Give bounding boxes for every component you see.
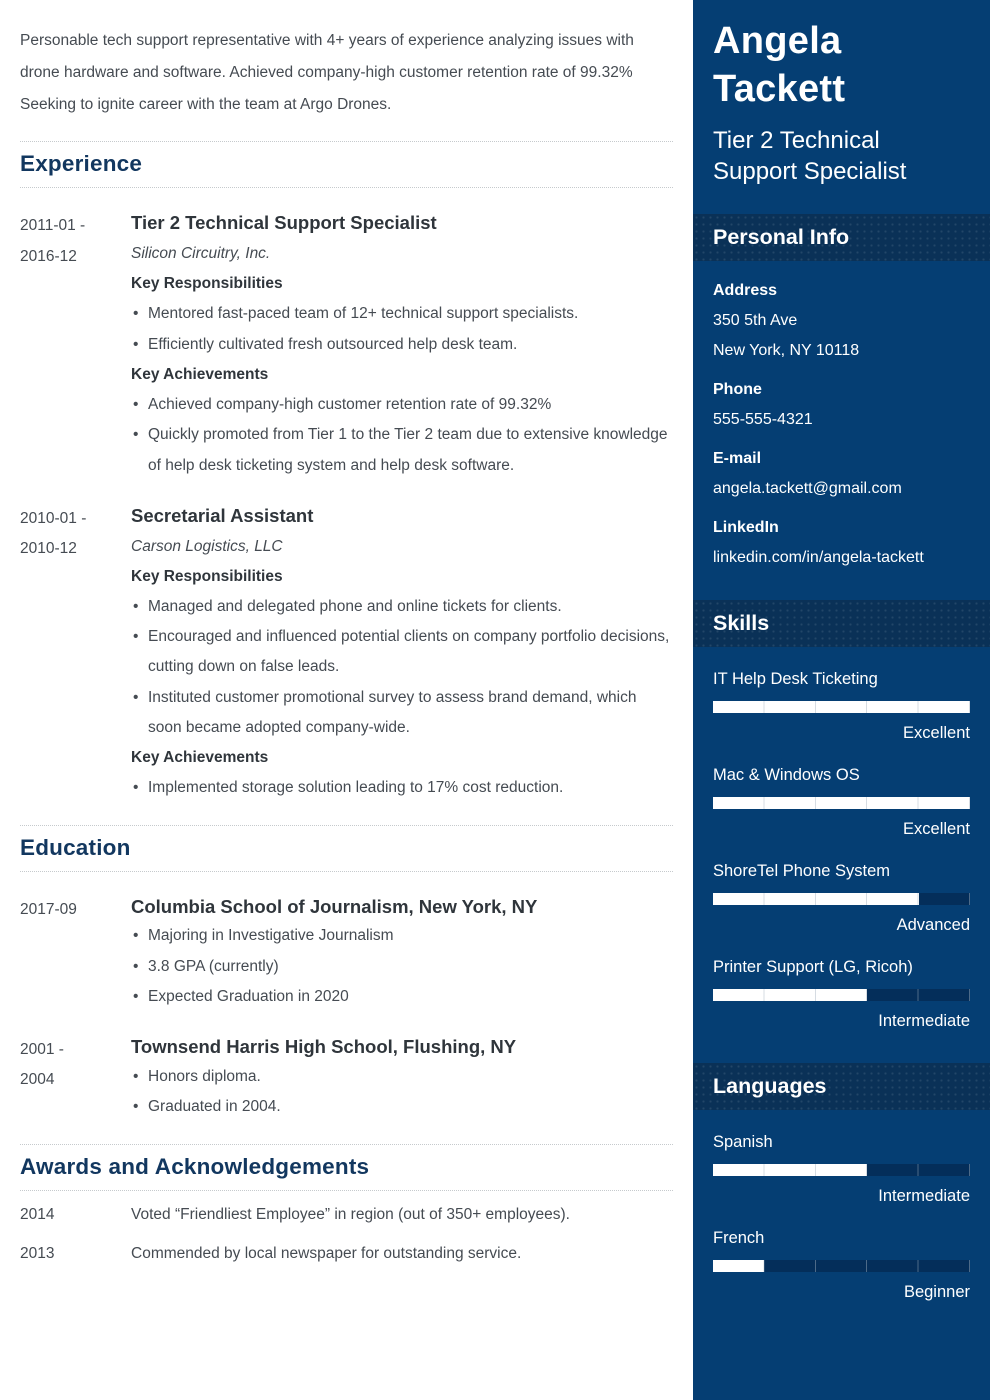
skill-item xyxy=(713,760,970,845)
skill-name: ShoreTel Phone System xyxy=(713,861,891,880)
skills-band xyxy=(693,600,990,647)
language-level-fill xyxy=(713,1260,764,1272)
date-end: 2004 xyxy=(20,1071,55,1089)
skill-name: IT Help Desk Ticketing xyxy=(713,669,878,688)
company-name: Carson Logistics, LLC xyxy=(131,537,283,555)
list-item: • Instituted customer promotional survey to assess brand demand, which soon became adopted company-wide. xyxy=(131,683,673,743)
languages-section xyxy=(693,1110,990,1308)
experience-entry xyxy=(20,501,673,804)
education-entry xyxy=(20,1032,673,1122)
job-title: Secretarial Assistant xyxy=(131,504,314,526)
address-line: 350 5th Ave xyxy=(713,311,798,329)
language-level-bar xyxy=(713,1260,970,1272)
list-item: • Quickly promoted from Tier 1 to the Tier 2 team due to extensive knowledge of help desk ticketing system and help desk software. xyxy=(131,420,673,480)
skill-level-bar xyxy=(713,893,970,905)
language-name: French xyxy=(713,1228,765,1247)
skills-section xyxy=(693,647,990,1037)
award-year: 2013 xyxy=(20,1244,55,1262)
skill-level-label: Advanced xyxy=(896,916,970,935)
phone-value: 555-555-4321 xyxy=(713,411,813,429)
list-item: • Efficiently cultivated fresh outsourced help desk team. xyxy=(131,330,673,360)
skill-level-fill xyxy=(713,701,970,713)
list-item: • 3.8 GPA (currently) xyxy=(131,952,673,982)
address-field xyxy=(713,276,970,366)
personal-info-section xyxy=(693,261,990,574)
school-title: Townsend Harris High School, Flushing, NY xyxy=(131,1036,517,1058)
language-level-bar xyxy=(713,1164,970,1176)
linkedin-value: linkedin.com/in/angela-tackett xyxy=(713,549,924,567)
skill-level-fill xyxy=(713,989,867,1001)
award-row xyxy=(20,1239,673,1269)
skill-level-fill xyxy=(713,797,970,809)
list-item: • Honors diploma. xyxy=(131,1062,673,1092)
email-field xyxy=(713,444,970,504)
person-last-name: Tackett xyxy=(713,68,846,111)
languages-heading: Languages xyxy=(713,1073,827,1098)
skill-level-label: Excellent xyxy=(903,820,970,839)
list-item: • Implemented storage solution leading to 17% cost reduction. xyxy=(131,773,673,803)
skill-item xyxy=(713,856,970,941)
person-name xyxy=(713,17,970,114)
responsibilities-label: Key Responsibilities xyxy=(131,567,283,585)
phone-label: Phone xyxy=(713,381,762,399)
entry-body xyxy=(131,1032,673,1122)
entry-body xyxy=(131,892,673,1013)
language-name: Spanish xyxy=(713,1132,773,1151)
address-label: Address xyxy=(713,281,778,299)
skill-name: Printer Support (LG, Ricoh) xyxy=(713,957,913,976)
skill-level-fill xyxy=(713,893,919,905)
list-item: • Mentored fast-paced team of 12+ technical support specialists. xyxy=(131,299,673,329)
list-item: • Managed and delegated phone and online tickets for clients. xyxy=(131,592,673,622)
list-item: • Graduated in 2004. xyxy=(131,1092,673,1122)
language-item xyxy=(713,1127,970,1212)
achievements-label: Key Achievements xyxy=(131,749,269,767)
education-heading: Education xyxy=(20,834,131,860)
job-title: Tier 2 Technical Support Specialist xyxy=(131,212,437,234)
education-section-header xyxy=(20,825,673,872)
sidebar xyxy=(693,0,990,1400)
identity-block xyxy=(693,0,990,188)
experience-heading: Experience xyxy=(20,151,143,177)
responsibilities-list xyxy=(131,299,673,359)
list-item: • Expected Graduation in 2020 xyxy=(131,982,673,1012)
date-end: 2016-12 xyxy=(20,247,77,265)
person-job-title: Tier 2 Technical Support Specialist xyxy=(713,126,907,186)
email-label: E-mail xyxy=(713,450,762,468)
date-start: 2017-09 xyxy=(20,900,77,918)
responsibilities-label: Key Responsibilities xyxy=(131,275,283,293)
skill-item xyxy=(713,664,970,749)
language-level-fill xyxy=(713,1164,867,1176)
address-line: New York, NY 10118 xyxy=(713,342,860,359)
school-title: Columbia School of Journalism, New York, NY xyxy=(131,895,538,917)
education-entry xyxy=(20,892,673,1013)
entry-dates xyxy=(20,1032,131,1122)
language-level-label: Intermediate xyxy=(878,1187,970,1206)
company-name: Silicon Circuitry, Inc. xyxy=(131,245,271,263)
person-first-name: Angela xyxy=(713,20,842,62)
entry-dates xyxy=(20,208,131,481)
awards-heading: Awards and Acknowledgements xyxy=(20,1153,370,1179)
list-item: • Majoring in Investigative Journalism xyxy=(131,921,673,951)
language-item xyxy=(713,1223,970,1308)
linkedin-field xyxy=(713,513,970,573)
languages-band xyxy=(693,1063,990,1110)
date-start: 2011-01 - xyxy=(20,217,86,235)
achievements-list xyxy=(131,773,673,803)
date-start: 2001 - xyxy=(20,1041,64,1059)
skill-level-bar xyxy=(713,989,970,1001)
profile-summary: Personable tech support representative with 4+ years of experience analyzing issues with drone hardware and software. Achieved company-high customer retention rate of 99.32% Seeking to ignite career with the team at Argo Drones. xyxy=(20,32,634,113)
responsibilities-list xyxy=(131,592,673,743)
skill-level-bar xyxy=(713,701,970,713)
award-year: 2014 xyxy=(20,1205,55,1223)
entry-dates xyxy=(20,501,131,804)
experience-section-header xyxy=(20,141,673,188)
skill-level-label: Intermediate xyxy=(878,1012,970,1031)
list-item: • Achieved company-high customer retention rate of 99.32% xyxy=(131,390,673,420)
entry-body xyxy=(131,501,673,804)
school-bullets xyxy=(131,1062,673,1122)
email-value: angela.tackett@gmail.com xyxy=(713,480,902,498)
award-text: Voted “Friendliest Employee” in region (out of 350+ employees). xyxy=(131,1205,570,1223)
school-bullets xyxy=(131,921,673,1012)
linkedin-label: LinkedIn xyxy=(713,519,779,537)
achievements-label: Key Achievements xyxy=(131,365,269,383)
award-text: Commended by local newspaper for outstanding service. xyxy=(131,1244,522,1262)
personal-info-band xyxy=(693,214,990,261)
award-row xyxy=(20,1200,673,1230)
phone-field xyxy=(713,375,970,435)
achievements-list xyxy=(131,390,673,481)
language-level-label: Beginner xyxy=(903,1283,970,1302)
entry-body xyxy=(131,208,673,481)
personal-info-heading: Personal Info xyxy=(713,224,850,249)
date-start: 2010-01 - xyxy=(20,509,87,527)
skill-item xyxy=(713,952,970,1037)
skills-heading: Skills xyxy=(713,610,770,635)
experience-entry xyxy=(20,208,673,481)
awards-section-header xyxy=(20,1144,673,1191)
skill-level-label: Excellent xyxy=(903,724,970,743)
skill-level-bar xyxy=(713,797,970,809)
skill-name: Mac & Windows OS xyxy=(713,765,860,784)
list-item: • Encouraged and influenced potential clients on company portfolio decisions, cutting down on false leads. xyxy=(131,622,673,682)
date-end: 2010-12 xyxy=(20,540,77,558)
entry-dates xyxy=(20,892,131,1013)
